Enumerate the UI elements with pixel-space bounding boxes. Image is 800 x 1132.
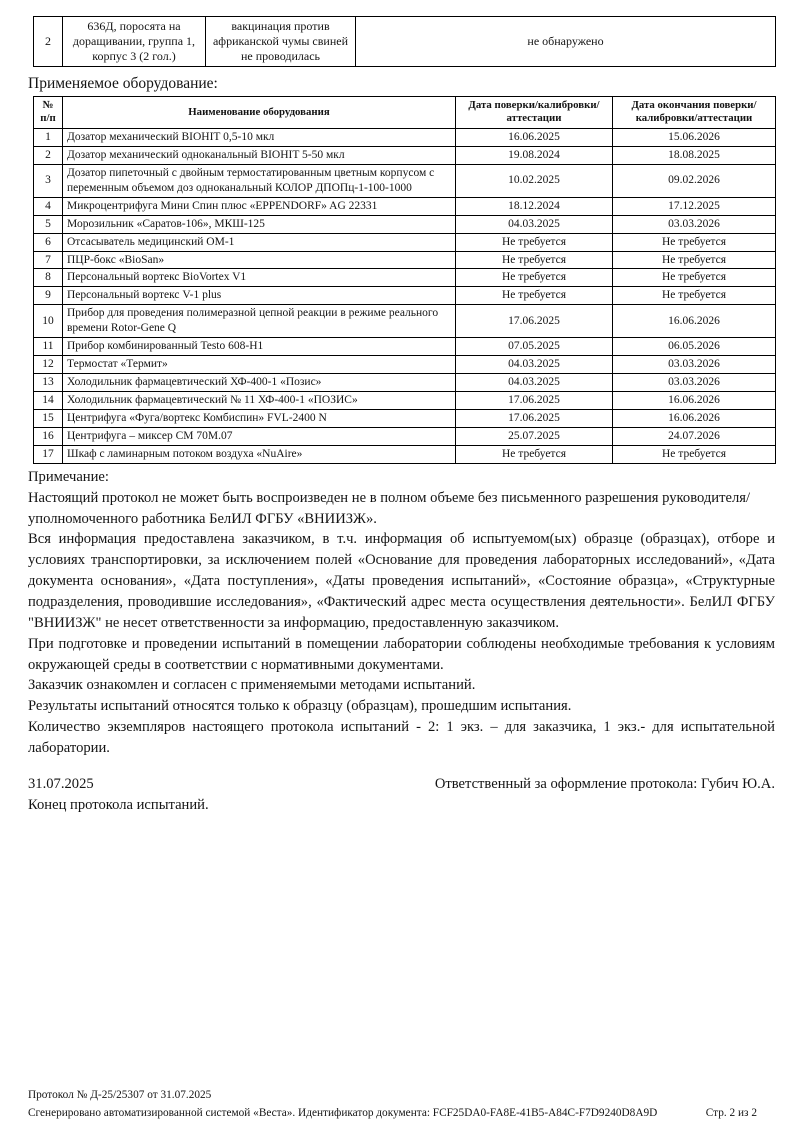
equipment-date-cell: 25.07.2025 — [456, 427, 613, 445]
equipment-num-cell: 11 — [34, 338, 63, 356]
equipment-row — [34, 287, 776, 305]
equipment-num-cell: 12 — [34, 356, 63, 374]
equipment-date-end-cell: Не требуется — [613, 251, 776, 269]
equipment-col-header-date-end: Дата окончания поверки/калибровки/аттестации — [613, 97, 776, 129]
sample-description-cell: 636Д, поросята на доращивании, группа 1, корпус 3 (2 гол.) — [63, 17, 206, 67]
equipment-date-end-cell: 18.08.2025 — [613, 146, 776, 164]
equipment-date-end-cell: 16.06.2026 — [613, 305, 776, 338]
signoff-row — [28, 774, 775, 795]
equipment-date-end-cell: Не требуется — [613, 287, 776, 305]
equipment-row — [34, 427, 776, 445]
equipment-row — [34, 269, 776, 287]
equipment-name-cell: Микроцентрифуга Мини Спин плюс «EPPENDORF» AG 22331 — [63, 197, 456, 215]
equipment-date-cell: 19.08.2024 — [456, 146, 613, 164]
equipment-date-end-cell: 15.06.2026 — [613, 128, 776, 146]
equipment-date-end-cell: 09.02.2026 — [613, 164, 776, 197]
responsible-person: Ответственный за оформление протокола: Губич Ю.А. — [434, 775, 775, 792]
equipment-name-cell: Отсасыватель медицинский ОМ-1 — [63, 233, 456, 251]
equipment-num-cell: 17 — [34, 445, 63, 463]
equipment-row — [34, 146, 776, 164]
equipment-date-cell: 04.03.2025 — [456, 356, 613, 374]
protocol-date: 31.07.2025 — [28, 775, 94, 792]
equipment-name-cell: Центрифуга «Фуга/вортекс Комбиспин» FVL-2400 N — [63, 409, 456, 427]
equipment-date-cell: 18.12.2024 — [456, 197, 613, 215]
footer-generated-row — [28, 1105, 775, 1123]
vaccination-info-cell: вакцинация против африканской чумы свиней не проводилась — [206, 17, 356, 67]
equipment-date-cell: 04.03.2025 — [456, 374, 613, 392]
sample-number-cell: 2 — [34, 17, 63, 67]
equipment-name-cell: ПЦР-бокс «BioSan» — [63, 251, 456, 269]
equipment-name-cell: Прибор комбинированный Testo 608-H1 — [63, 338, 456, 356]
equipment-name-cell: Центрифуга – миксер СМ 70М.07 — [63, 427, 456, 445]
equipment-name-cell: Дозатор пипеточный с двойным термостатированным цветным корпусом с переменным объемом доз одноканальный КОЛОР ДПОПц-1-100-1000 — [63, 164, 456, 197]
equipment-row — [34, 233, 776, 251]
equipment-row — [34, 251, 776, 269]
equipment-name-cell: Персональный вортекс V-1 plus — [63, 287, 456, 305]
equipment-date-end-cell: 16.06.2026 — [613, 392, 776, 410]
equipment-date-end-cell: 24.07.2026 — [613, 427, 776, 445]
equipment-table-body — [34, 128, 776, 463]
equipment-heading: Применяемое оборудование: — [28, 75, 218, 92]
equipment-col-header-name: Наименование оборудования — [63, 97, 456, 129]
equipment-date-cell: 17.06.2025 — [456, 409, 613, 427]
equipment-num-cell: 16 — [34, 427, 63, 445]
equipment-num-cell: 2 — [34, 146, 63, 164]
equipment-row — [34, 409, 776, 427]
equipment-num-cell: 15 — [34, 409, 63, 427]
results-table — [33, 16, 776, 67]
equipment-date-cell: 16.06.2025 — [456, 128, 613, 146]
equipment-row — [34, 128, 776, 146]
equipment-date-cell: 17.06.2025 — [456, 392, 613, 410]
equipment-num-cell: 3 — [34, 164, 63, 197]
equipment-num-cell: 4 — [34, 197, 63, 215]
end-of-protocol-line: Конец протокола испытаний. — [28, 796, 209, 813]
equipment-name-cell: Шкаф с ламинарным потоком воздуха «NuAire» — [63, 445, 456, 463]
result-cell: не обнаружено — [356, 17, 776, 67]
equipment-num-cell: 13 — [34, 374, 63, 392]
equipment-row — [34, 374, 776, 392]
equipment-row — [34, 197, 776, 215]
note-paragraph: Количество экземпляров настоящего протокола испытаний - 2: 1 экз. – для заказчика, 1 экз.- для испытательной лаборатории. — [28, 719, 775, 756]
equipment-col-header-num: № п/п — [34, 97, 63, 129]
equipment-date-cell: 17.06.2025 — [456, 305, 613, 338]
equipment-date-end-cell: Не требуется — [613, 445, 776, 463]
equipment-date-end-cell: 17.12.2025 — [613, 197, 776, 215]
equipment-name-cell: Холодильник фармацевтический ХФ-400-1 «Позис» — [63, 374, 456, 392]
equipment-num-cell: 14 — [34, 392, 63, 410]
equipment-row — [34, 305, 776, 338]
equipment-num-cell: 6 — [34, 233, 63, 251]
equipment-name-cell: Персональный вортекс BioVortex V1 — [63, 269, 456, 287]
equipment-date-cell: Не требуется — [456, 233, 613, 251]
equipment-num-cell: 5 — [34, 215, 63, 233]
equipment-date-cell: 07.05.2025 — [456, 338, 613, 356]
results-table-row — [34, 17, 776, 67]
footer-generated-text: Сгенерировано автоматизированной системой «Веста». Идентификатор документа: FCF25DA0-FA8E-41B5-A84C-F7D9240D8A9D — [28, 1106, 658, 1119]
equipment-header-row — [34, 97, 776, 129]
note-paragraph: Вся информация предоставлена заказчиком, в т.ч. информация об испытуемом(ых) образце (образцах), отборе и условиях транспортировки, за исключением полей «Основание для проведения лабораторных исследований», «Дата документа основания», «Дата поступления», «Даты проведения испытаний», «Состояние образца», «Структурные подразделения, проводившие исследования», «Фактический адрес места осуществления деятельности». БелИЛ ФГБУ "ВНИИЗЖ" не несет ответственности за информацию, предоставленную заказчиком. — [28, 531, 775, 631]
equipment-name-cell: Дозатор механический BIOHIT 0,5-10 мкл — [63, 128, 456, 146]
equipment-date-end-cell: 03.03.2026 — [613, 215, 776, 233]
note-paragraph: Результаты испытаний относятся только к образцу (образцам), прошедшим испытания. — [28, 698, 572, 715]
equipment-date-cell: Не требуется — [456, 251, 613, 269]
equipment-date-cell: Не требуется — [456, 287, 613, 305]
equipment-name-cell: Холодильник фармацевтический № 11 ХФ-400-1 «ПОЗИС» — [63, 392, 456, 410]
equipment-row — [34, 392, 776, 410]
equipment-table — [33, 96, 776, 464]
notes-section — [28, 467, 775, 759]
note-paragraph: Заказчик ознакомлен и согласен с применяемыми методами испытаний. — [28, 677, 476, 694]
equipment-date-end-cell: 06.05.2026 — [613, 338, 776, 356]
note-paragraph: При подготовке и проведении испытаний в помещении лаборатории соблюдены необходимые требования к условиям окружающей среды в соответствии с нормативными документами. — [28, 635, 775, 673]
note-paragraph: Настоящий протокол не может быть воспроизведен не в полном объеме без письменного разрешения руководителя/уполномоченного работника БелИЛ ФГБУ «ВНИИЗЖ». — [28, 489, 751, 527]
blank-space — [28, 816, 775, 1087]
equipment-date-end-cell: Не требуется — [613, 269, 776, 287]
equipment-num-cell: 10 — [34, 305, 63, 338]
equipment-name-cell: Термостат «Термит» — [63, 356, 456, 374]
equipment-date-cell: Не требуется — [456, 269, 613, 287]
equipment-date-end-cell: 16.06.2026 — [613, 409, 776, 427]
equipment-num-cell: 7 — [34, 251, 63, 269]
equipment-col-header-date: Дата поверки/калибровки/аттестации — [456, 97, 613, 129]
equipment-row — [34, 338, 776, 356]
equipment-name-cell: Дозатор механический одноканальный BIOHIT 5-50 мкл — [63, 146, 456, 164]
equipment-num-cell: 9 — [34, 287, 63, 305]
equipment-num-cell: 1 — [34, 128, 63, 146]
footer-protocol-number: Протокол № Д-25/25307 от 31.07.2025 — [28, 1089, 212, 1101]
equipment-row — [34, 356, 776, 374]
equipment-date-end-cell: Не требуется — [613, 233, 776, 251]
equipment-row — [34, 445, 776, 463]
page-footer — [28, 1087, 775, 1122]
equipment-name-cell: Прибор для проведения полимеразной цепной реакции в режиме реального времени Rotor-Gene Q — [63, 305, 456, 338]
footer-page-number: Стр. 2 из 2 — [705, 1106, 757, 1119]
equipment-date-cell: 04.03.2025 — [456, 215, 613, 233]
equipment-date-cell: 10.02.2025 — [456, 164, 613, 197]
equipment-date-cell: Не требуется — [456, 445, 613, 463]
equipment-row — [34, 215, 776, 233]
notes-heading: Примечание: — [28, 468, 109, 485]
equipment-name-cell: Морозильник «Саратов-106», МКШ-125 — [63, 215, 456, 233]
equipment-num-cell: 8 — [34, 269, 63, 287]
equipment-date-end-cell: 03.03.2026 — [613, 374, 776, 392]
equipment-row — [34, 164, 776, 197]
equipment-date-end-cell: 03.03.2026 — [613, 356, 776, 374]
